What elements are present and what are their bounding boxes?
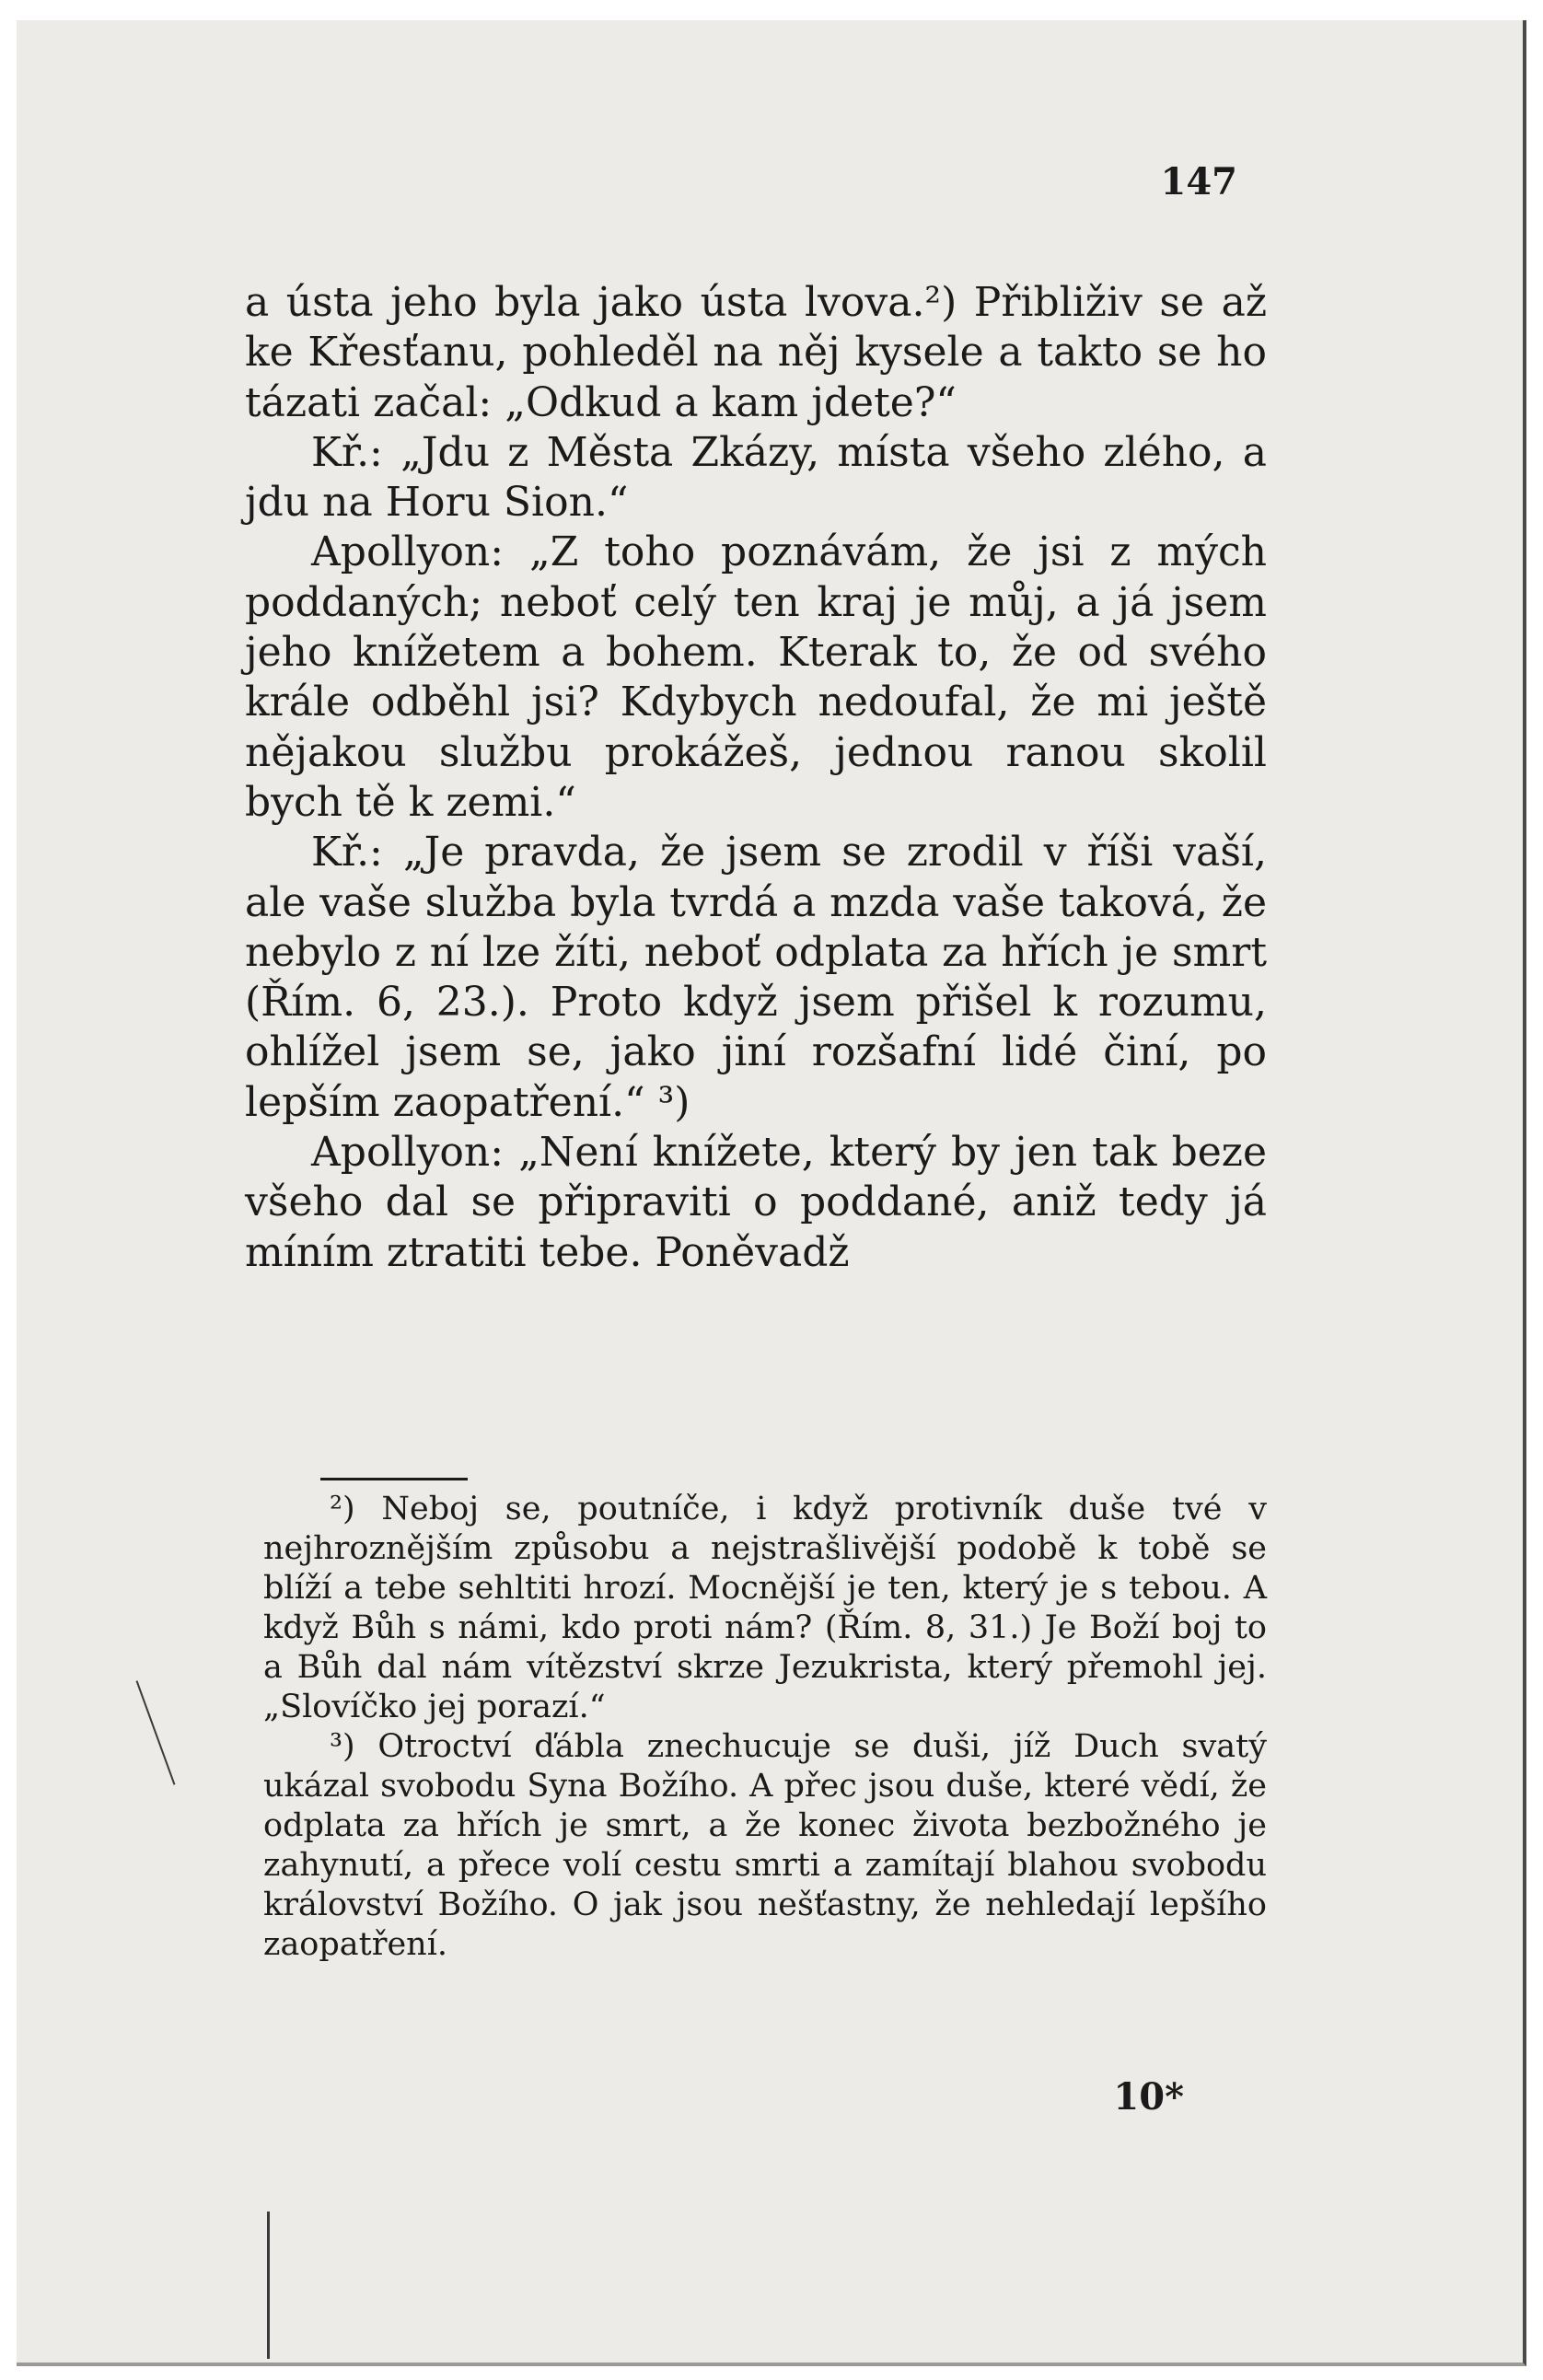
footnote: ²) Neboj se, poutníče, i když protivník duše tvé v nejhroznějším způsobu a nejstrašlivější podobě k tobě se blíží a tebe sehltiti hrozí. Mocnější je ten, který je s tebou. A když Bůh s námi, kdo proti nám? (Řím. 8, 31.) Je Boží boj to a Bůh dal nám vítězství skrze Jezukrista, který přemohl jej. „Slovíčko jej porazí.“ xyxy=(263,1491,1267,1725)
scan-gutter-mark xyxy=(267,2212,270,2359)
book-page xyxy=(17,20,1526,2366)
footnote: ³) Otroctví ďábla znechucuje se duši, jíž Duch svatý ukázal svobodu Syna Božího. A přec jsou duše, které vědí, že odplata za hřích je smrt, a že konec života bezbožného je zahynutí, a přece volí cestu smrti a zamítají blahou svobodu království Božího. O jak jsou nešťastny, že nehledají lepšího zaopatření. xyxy=(263,1728,1267,1963)
footnotes xyxy=(263,1490,1267,1965)
paragraph: Apollyon: „Není knížete, který by jen tak beze všeho dal se připraviti o poddané, aniž tedy já míním ztratiti tebe. Poněvadž xyxy=(245,1129,1267,1276)
main-text xyxy=(245,278,1267,1278)
paragraph: a ústa jeho byla jako ústa lvova.²) Přibliživ se až ke Křesťanu, pohleděl na něj kysele a takto se ho tázati začal: „Odkud a kam jdete?“ xyxy=(245,279,1267,426)
paragraph: Kř.: „Jdu z Města Zkázy, místa všeho zlého, a jdu na Horu Sion.“ xyxy=(245,428,1267,527)
footnote-divider xyxy=(320,1478,468,1480)
printer-signature-mark: 10* xyxy=(1113,2075,1184,2119)
paragraph: Kř.: „Je pravda, že jsem se zrodil v říši vaší, ale vaše služba byla tvrdá a mzda vaše taková, že nebylo z ní lze žíti, neboť odplata za hřích je smrt (Řím. 6, 23.). Proto když jsem přišel k rozumu, ohlížel jsem se, jako jiní rozšafní lidé činí, po lepším zaopatření.“ ³) xyxy=(245,829,1267,1126)
scan-gutter-mark xyxy=(136,1680,176,1784)
paragraph: Apollyon: „Z toho poznávám, že jsi z mých poddaných; neboť celý ten kraj je můj, a já jsem jeho knížetem a bohem. Kterak to, že od svého krále odběhl jsi? Kdybych nedoufal, že mi ještě nějakou službu prokážeš, jednou ranou skolil bych tě k zemi.“ xyxy=(245,528,1267,826)
page-number: 147 xyxy=(1160,160,1237,203)
